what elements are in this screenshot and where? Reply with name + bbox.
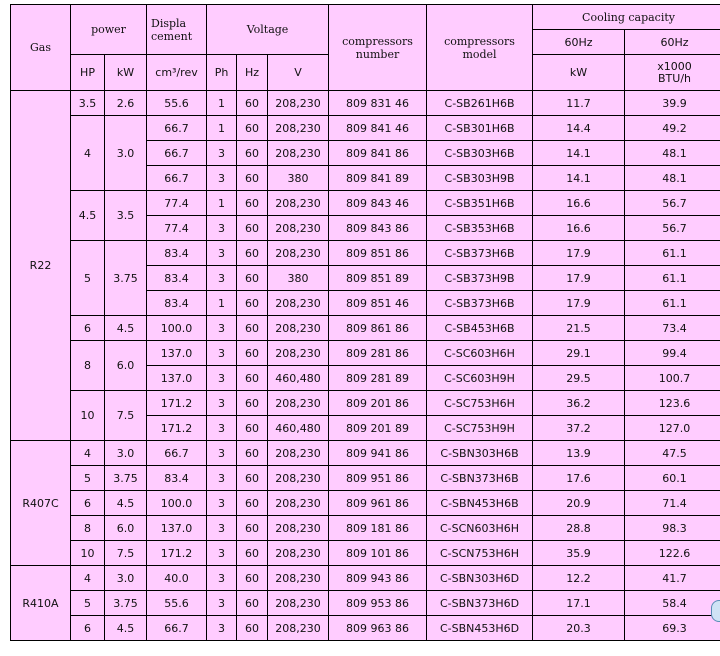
cap-kw-cell: 12.2	[533, 566, 625, 591]
table-row	[11, 116, 720, 141]
header-v: V	[268, 55, 329, 91]
header-ph: Ph	[207, 55, 237, 91]
v-cell: 460,480	[268, 366, 329, 391]
hz-cell: 60	[237, 141, 268, 166]
ph-cell: 3	[207, 466, 237, 491]
number-cell: 809 941 86	[329, 441, 427, 466]
hz-cell: 60	[237, 566, 268, 591]
number-cell: 809 851 89	[329, 266, 427, 291]
number-cell: 809 963 86	[329, 616, 427, 641]
disp-cell: 77.4	[147, 216, 207, 241]
v-cell: 208,230	[268, 516, 329, 541]
table-row	[11, 541, 720, 566]
cap-kw-cell: 35.9	[533, 541, 625, 566]
hz-cell: 60	[237, 466, 268, 491]
number-cell: 809 953 86	[329, 591, 427, 616]
cap-kw-cell: 36.2	[533, 391, 625, 416]
kw-cell: 3.5	[105, 191, 147, 241]
kw-cell: 4.5	[105, 491, 147, 516]
cap-btu-cell: 69.3	[625, 616, 720, 641]
model-cell: C-SBN373H6B	[427, 466, 533, 491]
ph-cell: 3	[207, 516, 237, 541]
table-row	[11, 316, 720, 341]
disp-cell: 137.0	[147, 366, 207, 391]
table-row	[11, 441, 720, 466]
cap-btu-cell: 71.4	[625, 491, 720, 516]
number-cell: 809 961 86	[329, 491, 427, 516]
kw-cell: 3.75	[105, 241, 147, 316]
cap-btu-cell: 39.9	[625, 91, 720, 116]
hp-cell: 8	[71, 516, 105, 541]
table-row	[11, 566, 720, 591]
disp-cell: 100.0	[147, 316, 207, 341]
ph-cell: 3	[207, 366, 237, 391]
cap-btu-cell: 41.7	[625, 566, 720, 591]
model-cell: C-SBN303H6D	[427, 566, 533, 591]
cap-kw-cell: 29.5	[533, 366, 625, 391]
cap-kw-cell: 16.6	[533, 191, 625, 216]
cap-btu-cell: 49.2	[625, 116, 720, 141]
hz-cell: 60	[237, 216, 268, 241]
ph-cell: 1	[207, 191, 237, 216]
header-cap-kw-unit: kW	[533, 55, 625, 91]
model-cell: C-SBN303H6B	[427, 441, 533, 466]
hp-cell: 5	[71, 466, 105, 491]
cap-btu-cell: 58.4	[625, 591, 720, 616]
hp-cell: 4.5	[71, 191, 105, 241]
model-cell: C-SB453H6B	[427, 316, 533, 341]
ph-cell: 1	[207, 291, 237, 316]
cap-btu-cell: 60.1	[625, 466, 720, 491]
cap-kw-cell: 21.5	[533, 316, 625, 341]
kw-cell: 3.0	[105, 116, 147, 191]
table-row	[11, 466, 720, 491]
header-cooling-capacity: Cooling capacity	[533, 5, 720, 30]
number-cell: 809 843 46	[329, 191, 427, 216]
cap-kw-cell: 37.2	[533, 416, 625, 441]
model-cell: C-SBN453H6D	[427, 616, 533, 641]
v-cell: 460,480	[268, 416, 329, 441]
cap-btu-cell: 61.1	[625, 241, 720, 266]
number-cell: 809 841 46	[329, 116, 427, 141]
model-cell: C-SB303H6B	[427, 141, 533, 166]
ph-cell: 3	[207, 541, 237, 566]
table-row	[11, 191, 720, 216]
cap-kw-cell: 20.3	[533, 616, 625, 641]
v-cell: 380	[268, 166, 329, 191]
number-cell: 809 951 86	[329, 466, 427, 491]
disp-cell: 66.7	[147, 166, 207, 191]
cap-btu-cell: 122.6	[625, 541, 720, 566]
number-cell: 809 841 86	[329, 141, 427, 166]
kw-cell: 2.6	[105, 91, 147, 116]
hz-cell: 60	[237, 166, 268, 191]
cap-btu-cell: 48.1	[625, 141, 720, 166]
gas-cell: R410A	[11, 566, 71, 641]
gas-cell: R407C	[11, 441, 71, 566]
scroll-handle[interactable]	[711, 600, 720, 622]
hz-cell: 60	[237, 441, 268, 466]
hz-cell: 60	[237, 91, 268, 116]
ph-cell: 3	[207, 216, 237, 241]
cap-btu-cell: 56.7	[625, 191, 720, 216]
cap-kw-cell: 11.7	[533, 91, 625, 116]
disp-cell: 83.4	[147, 241, 207, 266]
kw-cell: 3.0	[105, 441, 147, 466]
number-cell: 809 843 86	[329, 216, 427, 241]
model-cell: C-SC603H9H	[427, 366, 533, 391]
v-cell: 208,230	[268, 491, 329, 516]
hz-cell: 60	[237, 416, 268, 441]
table-row	[11, 516, 720, 541]
header-gas: Gas	[11, 5, 71, 91]
disp-cell: 55.6	[147, 91, 207, 116]
disp-cell: 83.4	[147, 466, 207, 491]
cap-kw-cell: 17.9	[533, 266, 625, 291]
ph-cell: 3	[207, 266, 237, 291]
hp-cell: 8	[71, 341, 105, 391]
hz-cell: 60	[237, 241, 268, 266]
model-cell: C-SBN373H6D	[427, 591, 533, 616]
cap-kw-cell: 17.1	[533, 591, 625, 616]
number-cell: 809 281 89	[329, 366, 427, 391]
header-compressor-number: compressors number	[329, 5, 427, 91]
v-cell: 208,230	[268, 241, 329, 266]
ph-cell: 3	[207, 566, 237, 591]
v-cell: 208,230	[268, 91, 329, 116]
cap-kw-cell: 14.1	[533, 166, 625, 191]
number-cell: 809 201 86	[329, 391, 427, 416]
ph-cell: 3	[207, 316, 237, 341]
v-cell: 380	[268, 266, 329, 291]
v-cell: 208,230	[268, 141, 329, 166]
disp-cell: 66.7	[147, 616, 207, 641]
kw-cell: 3.0	[105, 566, 147, 591]
model-cell: C-SBN453H6B	[427, 491, 533, 516]
v-cell: 208,230	[268, 216, 329, 241]
number-cell: 809 851 46	[329, 291, 427, 316]
hp-cell: 10	[71, 391, 105, 441]
disp-cell: 100.0	[147, 491, 207, 516]
header-cap-btu-unit: x1000 BTU/h	[625, 55, 720, 91]
v-cell: 208,230	[268, 291, 329, 316]
ph-cell: 3	[207, 341, 237, 366]
ph-cell: 3	[207, 416, 237, 441]
cap-btu-cell: 98.3	[625, 516, 720, 541]
cap-btu-cell: 73.4	[625, 316, 720, 341]
kw-cell: 6.0	[105, 516, 147, 541]
ph-cell: 3	[207, 441, 237, 466]
hp-cell: 6	[71, 491, 105, 516]
cap-kw-cell: 14.4	[533, 116, 625, 141]
kw-cell: 7.5	[105, 391, 147, 441]
ph-cell: 3	[207, 391, 237, 416]
number-cell: 809 831 46	[329, 91, 427, 116]
number-cell: 809 101 86	[329, 541, 427, 566]
cap-kw-cell: 17.9	[533, 291, 625, 316]
number-cell: 809 841 89	[329, 166, 427, 191]
hp-cell: 3.5	[71, 91, 105, 116]
model-cell: C-SCN753H6H	[427, 541, 533, 566]
model-cell: C-SCN603H6H	[427, 516, 533, 541]
number-cell: 809 943 86	[329, 566, 427, 591]
cap-kw-cell: 29.1	[533, 341, 625, 366]
model-cell: C-SB373H6B	[427, 241, 533, 266]
v-cell: 208,230	[268, 541, 329, 566]
hz-cell: 60	[237, 266, 268, 291]
cap-kw-cell: 20.9	[533, 491, 625, 516]
v-cell: 208,230	[268, 441, 329, 466]
hz-cell: 60	[237, 491, 268, 516]
hp-cell: 6	[71, 316, 105, 341]
cap-kw-cell: 28.8	[533, 516, 625, 541]
table-row	[11, 591, 720, 616]
model-cell: C-SB351H6B	[427, 191, 533, 216]
cap-btu-cell: 127.0	[625, 416, 720, 441]
disp-cell: 40.0	[147, 566, 207, 591]
ph-cell: 1	[207, 116, 237, 141]
disp-cell: 66.7	[147, 116, 207, 141]
number-cell: 809 201 89	[329, 416, 427, 441]
disp-cell: 171.2	[147, 416, 207, 441]
table-row	[11, 391, 720, 416]
cap-kw-cell: 16.6	[533, 216, 625, 241]
ph-cell: 3	[207, 141, 237, 166]
kw-cell: 4.5	[105, 616, 147, 641]
cap-kw-cell: 17.9	[533, 241, 625, 266]
disp-cell: 77.4	[147, 191, 207, 216]
number-cell: 809 861 86	[329, 316, 427, 341]
header-displacement: Displa cement	[147, 5, 207, 55]
model-cell: C-SB373H6B	[427, 291, 533, 316]
model-cell: C-SB261H6B	[427, 91, 533, 116]
model-cell: C-SC753H6H	[427, 391, 533, 416]
header-voltage: Voltage	[207, 5, 329, 55]
table-row	[11, 241, 720, 266]
header-hp: HP	[71, 55, 105, 91]
table-body	[11, 91, 720, 641]
header-freq-btu: 60Hz	[625, 30, 720, 55]
disp-cell: 83.4	[147, 266, 207, 291]
model-cell: C-SB353H6B	[427, 216, 533, 241]
cap-btu-cell: 99.4	[625, 341, 720, 366]
hz-cell: 60	[237, 366, 268, 391]
ph-cell: 3	[207, 591, 237, 616]
hz-cell: 60	[237, 341, 268, 366]
v-cell: 208,230	[268, 116, 329, 141]
cap-kw-cell: 13.9	[533, 441, 625, 466]
kw-cell: 6.0	[105, 341, 147, 391]
disp-cell: 137.0	[147, 341, 207, 366]
kw-cell: 3.75	[105, 466, 147, 491]
hz-cell: 60	[237, 191, 268, 216]
cap-btu-cell: 61.1	[625, 266, 720, 291]
kw-cell: 7.5	[105, 541, 147, 566]
hz-cell: 60	[237, 316, 268, 341]
ph-cell: 1	[207, 91, 237, 116]
model-cell: C-SC603H6H	[427, 341, 533, 366]
table-row	[11, 616, 720, 641]
cap-btu-cell: 48.1	[625, 166, 720, 191]
hp-cell: 6	[71, 616, 105, 641]
table-row	[11, 491, 720, 516]
header-disp-unit: cm³/rev	[147, 55, 207, 91]
hz-cell: 60	[237, 116, 268, 141]
model-cell: C-SB303H9B	[427, 166, 533, 191]
v-cell: 208,230	[268, 466, 329, 491]
number-cell: 809 851 86	[329, 241, 427, 266]
hp-cell: 5	[71, 241, 105, 316]
v-cell: 208,230	[268, 616, 329, 641]
ph-cell: 3	[207, 491, 237, 516]
disp-cell: 55.6	[147, 591, 207, 616]
v-cell: 208,230	[268, 566, 329, 591]
disp-cell: 171.2	[147, 541, 207, 566]
cap-btu-cell: 61.1	[625, 291, 720, 316]
table-row	[11, 91, 720, 116]
header-freq-kw: 60Hz	[533, 30, 625, 55]
hp-cell: 4	[71, 566, 105, 591]
hp-cell: 5	[71, 591, 105, 616]
v-cell: 208,230	[268, 341, 329, 366]
disp-cell: 66.7	[147, 141, 207, 166]
disp-cell: 171.2	[147, 391, 207, 416]
model-cell: C-SB373H9B	[427, 266, 533, 291]
cap-btu-cell: 56.7	[625, 216, 720, 241]
kw-cell: 4.5	[105, 316, 147, 341]
cap-kw-cell: 14.1	[533, 141, 625, 166]
hz-cell: 60	[237, 591, 268, 616]
hz-cell: 60	[237, 616, 268, 641]
kw-cell: 3.75	[105, 591, 147, 616]
v-cell: 208,230	[268, 316, 329, 341]
gas-cell: R22	[11, 91, 71, 441]
disp-cell: 137.0	[147, 516, 207, 541]
cap-btu-cell: 123.6	[625, 391, 720, 416]
hp-cell: 4	[71, 441, 105, 466]
ph-cell: 3	[207, 616, 237, 641]
compressor-spec-table	[10, 4, 720, 641]
hp-cell: 4	[71, 116, 105, 191]
header-compressor-model: compressors model	[427, 5, 533, 91]
model-cell: C-SB301H6B	[427, 116, 533, 141]
disp-cell: 66.7	[147, 441, 207, 466]
hp-cell: 10	[71, 541, 105, 566]
hz-cell: 60	[237, 391, 268, 416]
header-hz: Hz	[237, 55, 268, 91]
header-kw: kW	[105, 55, 147, 91]
hz-cell: 60	[237, 541, 268, 566]
disp-cell: 83.4	[147, 291, 207, 316]
v-cell: 208,230	[268, 591, 329, 616]
v-cell: 208,230	[268, 391, 329, 416]
hz-cell: 60	[237, 516, 268, 541]
cap-btu-cell: 47.5	[625, 441, 720, 466]
ph-cell: 3	[207, 166, 237, 191]
ph-cell: 3	[207, 241, 237, 266]
number-cell: 809 281 86	[329, 341, 427, 366]
header-row-1	[11, 5, 720, 30]
header-power: power	[71, 5, 147, 55]
model-cell: C-SC753H9H	[427, 416, 533, 441]
table-row	[11, 341, 720, 366]
v-cell: 208,230	[268, 191, 329, 216]
number-cell: 809 181 86	[329, 516, 427, 541]
hz-cell: 60	[237, 291, 268, 316]
cap-btu-cell: 100.7	[625, 366, 720, 391]
cap-kw-cell: 17.6	[533, 466, 625, 491]
